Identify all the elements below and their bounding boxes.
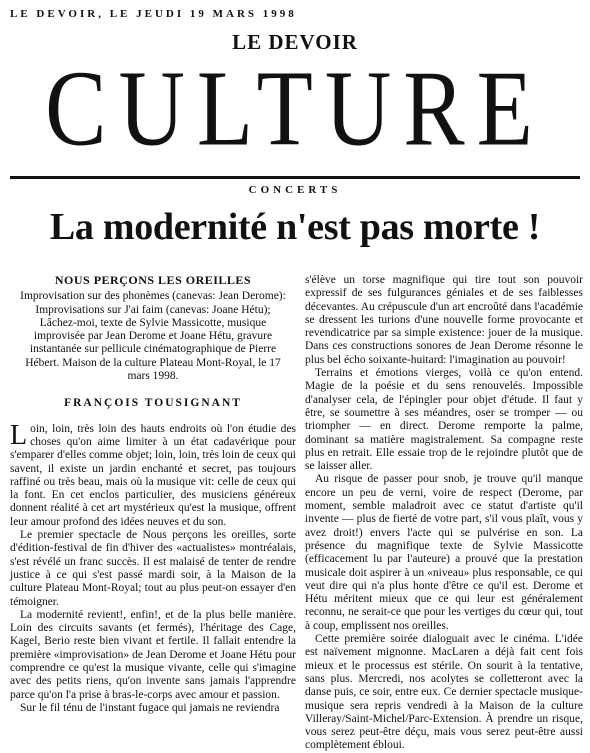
article-column-right xyxy=(305,274,583,753)
article-paragraph: Cette première soirée dialoguait avec le cinéma. L'idée est naïvement mignonne. MacLaren a déjà fait cent fois mieux et le processus est stérile. On sourit à la tentative, sans plus. Mercredi, nos acolytes se colletteront avec la danse puis, ce soir, entre eux. Ce dernier spectacle musique-musique sera repris vendredi à la Maison de la culture Villeray/Saint-Michel/Parc-Extension. À prendre un risque, vous serez peut-être déçu, mais vous serez peut-être aussi complètement ébloui. xyxy=(305,633,583,752)
section-title: CULTURE xyxy=(45,47,545,168)
section-rule xyxy=(10,176,580,179)
article-paragraph: s'élève un torse magnifique qui tire tout son pouvoir expressif de ses fulgurances géniales et de ses faiblesses décevantes. Au crépuscule d'un art encroûté dans l'académie se dressent les turions d'une nouvelle forme provocante et revendicatrice par sa simple existence: jouer de la musique. Dans ces constructions sonores de Jean Derome résonne le plus bel écho soixante-huitard: l'imagination au pouvoir! xyxy=(305,274,583,366)
event-box-title: NOUS PERÇONS LES OREILLES xyxy=(54,273,252,287)
article-column-left xyxy=(10,274,296,715)
article-byline: FRANÇOIS TOUSIGNANT xyxy=(64,397,242,410)
masthead-dateline: LE DEVOIR, LE JEUDI 19 MARS 1998 xyxy=(10,8,297,20)
article-headline: La modernité n'est pas morte ! xyxy=(49,206,541,248)
masthead xyxy=(10,8,580,20)
article-paragraph: Au risque de passer pour snob, je trouve qu'il manque encore un peu de verni, voire de respect (Derome, par moment, semble maladroit avec ce statut d'artiste qu'il invente — plus de fierté de votre part, s'il vous plaît, vous y avez droit!) envers l'acte qui se pulvérise en son. La présence du magnifique texte de Sylvie Massicotte (efficacement lu par l'auteure) a prouvé que la prestation musicale doit aspirer à un «niveau» plus responsable, ce qui veut dire qui n'a plus honte d'être ce qu'il est. Derome et Hétu méritent mieux que ce qui leur est généralement reconnu, ne serait-ce que pour les vertiges du cœur qui, tout à coup, emplissent nos oreilles. xyxy=(305,473,583,632)
article-paragraph: La modernité revient!, enfin!, et de la plus belle manière. Loin des circuits savants (et fermés), l'héritage des Cage, Kagel, Berio reste bien vivant et fertile. Il fallait entendre la première «improvisation» de Jean Derome et Joane Hétu pour comprendre ce qu'est la musique vivante, celle qui s'imagine avec des petits riens, qu'on invente sans jamais l'apprendre parce qu'on l'a prise à bras-le-corps avec amour et passion. xyxy=(10,608,296,701)
article-paragraph: Le premier spectacle de Nous perçons les oreilles, sorte d'édition-festival de fin d'hiver des «actualistes» montréalais, s'est révélé un franc succès. Il est malaisé de tenter de rendre justice à ce qui s'est passé mardi soir, à la Maison de la culture Plateau Mont-Royal; tout au plus peut-on essayer d'en témoigner. xyxy=(10,529,296,608)
event-credits: Improvisation sur des phonèmes (canevas: Jean Derome): Improvisations sur J'ai faim (canevas: Joane Hétu); Lâchez-moi, texte de Sylvie Massicotte, musique improvisée par Jean Derome et Joane Hétu, gravure instantanée sur pellicule cinématographique de Pierre Hébert. Maison de la culture Plateau Mont-Royal, le 17 mars 1998. xyxy=(20,290,286,383)
article-kicker: CONCERTS xyxy=(248,184,342,196)
drop-cap: L xyxy=(10,419,28,451)
section-paper-name: LE DEVOIR xyxy=(232,30,358,54)
article-paragraph: Sur le fil ténu de l'instant fugace qui jamais ne reviendra xyxy=(20,701,280,714)
article-paragraph: Terrains et émotions vierges, voilà ce qu'on entend. Magie de la poésie et du sens renouvelés. Impossible d'analyser cela, de l'épingler pour objet d'étude. Il faut y être, se soumettre à ses méandres, oser se tromper — ou triompher — en direct. Derome remporte la palme, dominant sa matière magistralement. Sa compagne reste plus en retrait. Elle essaie trop de le rejoindre plutôt que de se laisser aller. xyxy=(305,367,583,473)
article-paragraph: Loin, loin, très loin des hauts endroits où l'on étudie des choses qu'on aime limiter à un état cadavérique pour s'emparer d'elles comme objet; loin, loin, très loin de ceux qui savent, il existe un jardin enchanté et secret, pas toujours raffiné ou très beau, mais où la musique vit: celle de ceux qui la font. En cet enclos particulier, des musiciens généreux donnent réalité à cet art mystérieux qu'est la musique, offrent leur amour profond des idées neuves et du son. xyxy=(10,419,296,528)
